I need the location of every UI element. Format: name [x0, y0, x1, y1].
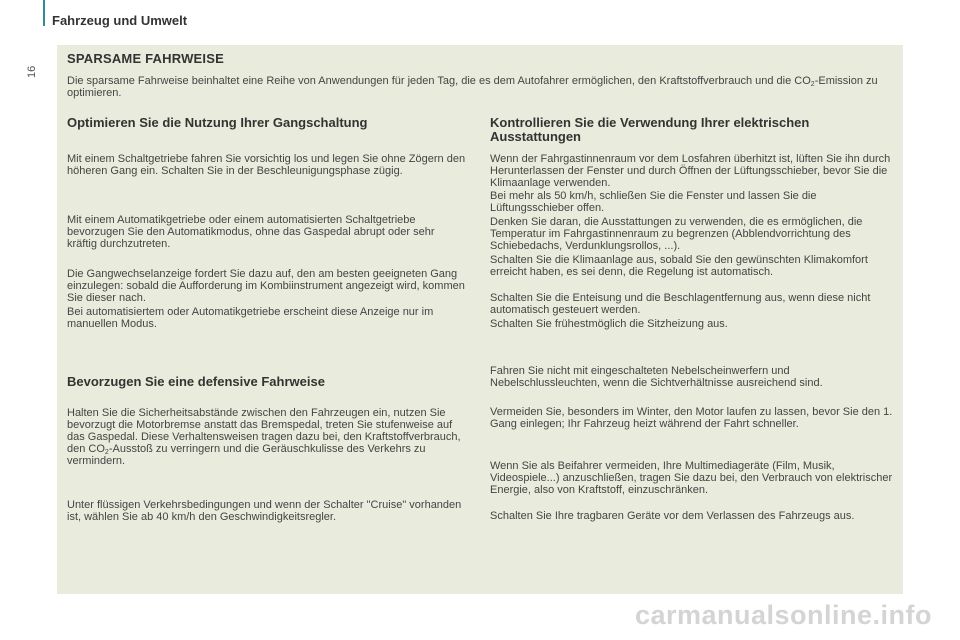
- section-title: SPARSAME FAHRWEISE: [67, 51, 224, 66]
- equipment-paragraph-6: Schalten Sie frühestmöglich die Sitzheizung aus.: [490, 318, 728, 330]
- gear-paragraph-3: Die Gangwechselanzeige fordert Sie dazu auf, den am besten geeigneten Gang einzulegen: sobald die Aufforderung im Kombiinstrument angezeigt wird, kommen Sie dieser nach.: [67, 268, 465, 304]
- heading-equipment: Kontrollieren Sie die Verwendung Ihrer elektrischen Ausstattungen: [490, 115, 810, 144]
- page-number: 16: [26, 65, 38, 78]
- equipment-paragraph-7: Fahren Sie nicht mit eingeschalteten Nebelscheinwerfern und Nebelschlussleuchten, wenn die Sichtverhältnisse ausreichend sind.: [490, 365, 823, 389]
- watermark: carmanualsonline.info: [634, 600, 932, 630]
- equipment-paragraph-5: Schalten Sie die Enteisung und die Beschlagentfernung aus, wenn diese nicht automatisch gesteuert werden.: [490, 292, 871, 316]
- gear-paragraph-1: Mit einem Schaltgetriebe fahren Sie vorsichtig los und legen Sie ohne Zögern den höheren Gang ein. Schalten Sie in der Beschleunigungsphase zügig.: [67, 153, 466, 177]
- section-intro: Die sparsame Fahrweise beinhaltet eine Reihe von Anwendungen für jeden Tag, die es dem Autofahrer ermöglichen, den Kraftstoffverbrauch und die $CO_2$-Emission zu optimieren.: [67, 75, 878, 99]
- equipment-paragraph-4: Schalten Sie die Klimaanlage aus, sobald Sie den gewünschten Klimakomfort erreicht haben, es sei denn, die Regelung ist automatisch.: [490, 254, 868, 278]
- equipment-paragraph-8: Vermeiden Sie, besonders im Winter, den Motor laufen zu lassen, bevor Sie den 1. Gang einlegen; Ihr Fahrzeug heizt während der Fahrt schneller.: [490, 406, 893, 430]
- header-accent-bar: [43, 0, 45, 26]
- equipment-paragraph-9: Wenn Sie als Beifahrer vermeiden, Ihre Multimediageräte (Film, Musik, Videospiele...) anzuschließen, tragen Sie dazu bei, den Verbrauch von elektrischer Energie, also von Kraftstoff, einzuschränken.: [490, 460, 893, 496]
- equipment-paragraph-2: Bei mehr als 50 km/h, schließen Sie die Fenster und lassen Sie die Lüftungsschieber offen.: [490, 190, 817, 214]
- defensive-paragraph-2: Unter flüssigen Verkehrsbedingungen und wenn der Schalter "Cruise" vorhanden ist, wählen Sie ab 40 km/h den Geschwindigkeitsregler.: [67, 499, 462, 523]
- equipment-paragraph-3: Denken Sie daran, die Ausstattungen zu verwenden, die es ermöglichen, die Temperatur im Fahrgastinnenraum zu begrenzen (Abblendvorrichtung des Schiebedachs, Verdunklungsrollos, ...).: [490, 216, 863, 252]
- heading-defensive: Bevorzugen Sie eine defensive Fahrweise: [67, 374, 325, 389]
- equipment-paragraph-1: Wenn der Fahrgastinnenraum vor dem Losfahren überhitzt ist, lüften Sie ihn durch Herunterlassen der Fenster und durch Öffnen der Lüftungsschieber, bevor Sie die Klimaanlage verwenden.: [490, 153, 891, 189]
- defensive-paragraph-1: Halten Sie die Sicherheitsabstände zwischen den Fahrzeugen ein, nutzen Sie bevorzugt die Motorbremse anstatt das Bremspedal, treten Sie stufenweise auf das Gaspedal. Diese Verhaltensweisen tragen dazu bei, den Kraftstoffverbrauch, den $CO_2$-Ausstoß zu verringern und die Geräuschkulisse des Verkehrs zu vermindern.: [67, 407, 461, 467]
- gear-paragraph-2: Mit einem Automatikgetriebe oder einem automatisierten Schaltgetriebe bevorzugen Sie den Automatikmodus, ohne das Gaspedal abrupt oder sehr kräftig durchzutreten.: [67, 214, 435, 250]
- heading-gear: Optimieren Sie die Nutzung Ihrer Gangschaltung: [67, 115, 368, 130]
- equipment-paragraph-10: Schalten Sie Ihre tragbaren Geräte vor dem Verlassen des Fahrzeugs aus.: [490, 510, 855, 522]
- gear-paragraph-4: Bei automatisiertem oder Automatikgetriebe erscheint diese Anzeige nur im manuellen Modus.: [67, 306, 434, 330]
- chapter-title: Fahrzeug und Umwelt: [52, 13, 188, 28]
